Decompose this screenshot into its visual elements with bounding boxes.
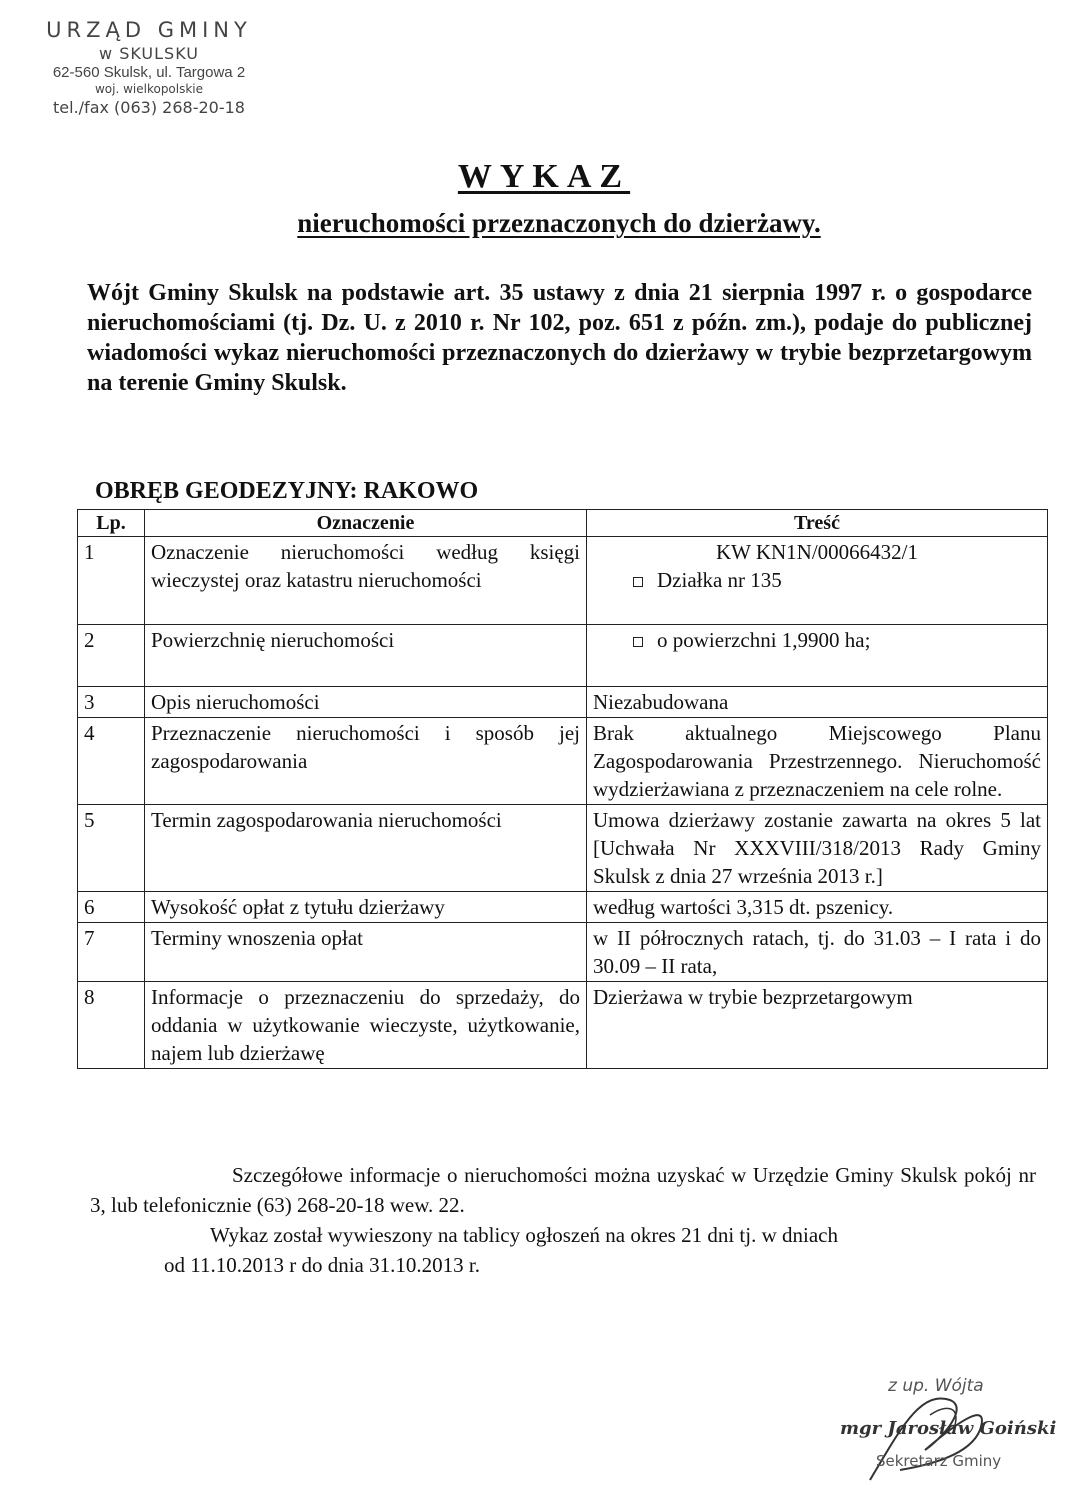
- stamp-phone: tel./fax (063) 268-20-18: [53, 98, 245, 117]
- header-lp: Lp.: [78, 510, 145, 537]
- land-register-number: KW KN1N/00066432/1: [715, 540, 919, 564]
- row-label: Terminy wnoszenia opłat: [145, 923, 587, 982]
- row-content: Brak aktualnego Miejscowego Planu Zagospodarowania Przestrzennego. Nieruchomość wydzierżawiana z przeznaczeniem na cele rolne.: [587, 718, 1048, 805]
- row-label: Opis nieruchomości: [145, 687, 587, 718]
- table-row: [78, 805, 1048, 892]
- table-row: [78, 687, 1048, 718]
- checkbox-bullet-icon: [633, 637, 643, 647]
- plot-item: [593, 566, 1041, 594]
- info-posting-paragraph: Wykaz został wywieszony na tablicy ogłoszeń na okres 21 dni tj. w dniach: [210, 1223, 838, 1247]
- row-label: Przeznaczenie nieruchomości i sposób jej zagospodarowania: [145, 718, 587, 805]
- row-label: Oznaczenie nieruchomości według księgi wieczystej oraz katastru nieruchomości: [145, 537, 587, 625]
- row-number: 6: [78, 892, 145, 923]
- row-number: 4: [78, 718, 145, 805]
- stamp-location: w SKULSKU: [99, 44, 199, 63]
- row-number: 1: [78, 537, 145, 625]
- property-table: [77, 509, 1048, 1069]
- table-row: [78, 923, 1048, 982]
- plot-number: Działka nr 135: [657, 568, 782, 592]
- subtitle-text: nieruchomości przeznaczonych do dzierżawy.: [297, 208, 821, 238]
- info-block: [90, 1160, 1036, 1280]
- row-content: Niezabudowana: [587, 687, 1048, 718]
- table-row: [78, 718, 1048, 805]
- stamp-voivodeship: woj. wielkopolskie: [94, 82, 204, 96]
- stamp-address: 62-560 Skulsk, ul. Targowa 2: [52, 64, 246, 81]
- header-oznaczenie: Oznaczenie: [145, 510, 587, 537]
- table-row: [78, 537, 1048, 625]
- table-header-row: [78, 510, 1048, 537]
- row-content: w II półrocznych ratach, tj. do 31.03 – I rata i do 30.09 – II rata,: [587, 923, 1048, 982]
- row-content: [587, 537, 1048, 625]
- office-stamp: [14, 18, 284, 117]
- header-tresc: Treść: [587, 510, 1048, 537]
- row-number: 7: [78, 923, 145, 982]
- signature-role: Sekretarz Gminy: [876, 1452, 1002, 1470]
- signature-stamp: [830, 1370, 1070, 1495]
- intro-paragraph: Wójt Gminy Skulsk na podstawie art. 35 ustawy z dnia 21 sierpnia 1997 r. o gospodarce nieruchomościami (tj. Dz. U. z 2010 r. Nr 102, poz. 651 z późn. zm.), podaje do publicznej wiadomości wykaz nieruchomości przeznaczonych do dzierżawy w trybie bezprzetargowym na terenie Gminy Skulsk.: [87, 280, 1032, 396]
- table-row: [78, 892, 1048, 923]
- info-posting-dates: od 11.10.2013 r do dnia 31.10.2013 r.: [164, 1253, 480, 1277]
- stamp-office-name: URZĄD GMINY: [46, 18, 252, 42]
- signature-on-behalf: z up. Wójta: [888, 1376, 984, 1396]
- document-subtitle: [0, 208, 1088, 239]
- checkbox-bullet-icon: [633, 577, 643, 587]
- area-value: o powierzchni 1,9900 ha;: [657, 628, 871, 652]
- row-content: Umowa dzierżawy zostanie zawarta na okres 5 lat [Uchwała Nr XXXVIII/318/2013 Rady Gminy Skulsk z dnia 27 września 2013 r.]: [587, 805, 1048, 892]
- row-content: Dzierżawa w trybie bezprzetargowym: [587, 982, 1048, 1069]
- row-label: Wysokość opłat z tytułu dzierżawy: [145, 892, 587, 923]
- signature-name: mgr Jarosław Goiński: [840, 1418, 1057, 1439]
- document-title: [0, 158, 1088, 196]
- row-content: [587, 625, 1048, 687]
- table-row: [78, 982, 1048, 1069]
- area-item: [593, 626, 1041, 654]
- row-number: 8: [78, 982, 145, 1069]
- table-row: [78, 625, 1048, 687]
- row-number: 5: [78, 805, 145, 892]
- row-label: Informacje o przeznaczeniu do sprzedaży, do oddania w użytkowanie wieczyste, użytkowanie, najem lub dzierżawę: [145, 982, 587, 1069]
- title-text: WYKAZ: [457, 158, 631, 195]
- section-heading: OBRĘB GEODEZYJNY: RAKOWO: [95, 478, 479, 504]
- row-content: według wartości 3,315 dt. pszenicy.: [587, 892, 1048, 923]
- info-contact-paragraph: Szczegółowe informacje o nieruchomości można uzyskać w Urzędzie Gminy Skulsk pokój nr 3, lub telefonicznie (63) 268-20-18 wew. 22.: [90, 1163, 1036, 1217]
- row-label: Powierzchnię nieruchomości: [145, 625, 587, 687]
- row-number: 2: [78, 625, 145, 687]
- row-label: Termin zagospodarowania nieruchomości: [145, 805, 587, 892]
- row-number: 3: [78, 687, 145, 718]
